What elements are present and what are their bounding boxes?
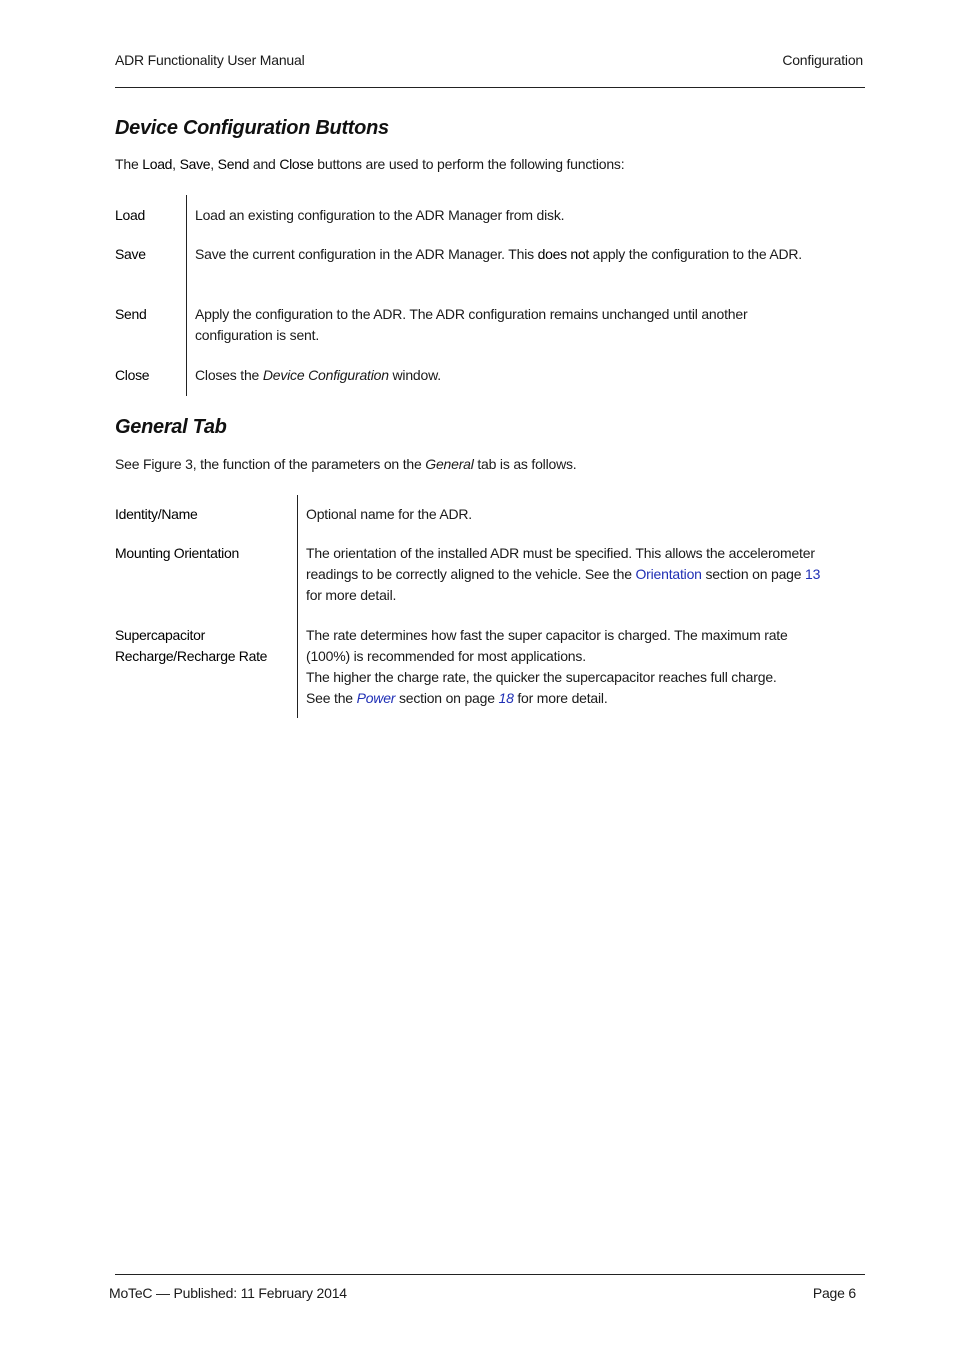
row-description: Optional name for the ADR.: [306, 506, 472, 522]
document-title: ADR Functionality User Manual: [115, 52, 305, 68]
page-18-link[interactable]: 18: [498, 690, 514, 706]
table-divider: [186, 195, 187, 396]
device-config-heading: Device Configuration Buttons: [115, 117, 389, 139]
general-tab-heading: General Tab: [115, 416, 227, 438]
emphasis-does-not: does not: [537, 246, 589, 262]
device-config-table: [115, 195, 835, 396]
window-name: Device Configuration: [262, 367, 389, 383]
row-description: Load an existing configuration to the ADR Manager from disk.: [195, 207, 565, 223]
term-send: Send: [217, 156, 250, 172]
row-term: Identity/Name: [115, 506, 198, 522]
general-tab-intro: See Figure 3, the function of the parameters on the General tab is as follows.: [115, 456, 577, 472]
table-divider: [297, 495, 298, 718]
term-close: Close: [279, 156, 314, 172]
row-term: Mounting Orientation: [115, 545, 239, 561]
row-term: Send: [115, 306, 147, 322]
row-term: Close: [115, 367, 150, 383]
page-header: [115, 50, 865, 88]
row-description: The rate determines how fast the super capacitor is charged. The maximum rate (100%) is recommended for most applications. The higher the charge rate, the quicker the supercapacitor reaches full charge. See the Power section on page 18 for more detail.: [306, 627, 788, 706]
section-name: Configuration: [782, 52, 863, 68]
general-tab-table: [115, 495, 835, 718]
term-save: Save: [179, 156, 211, 172]
page-footer: [109, 1274, 865, 1315]
row-term: Supercapacitor Recharge/Recharge Rate: [115, 627, 268, 664]
row-term: Save: [115, 246, 146, 262]
row-description: The orientation of the installed ADR must be specified. This allows the accelerometer readings to be correctly aligned to the vehicle. See the Orientation section on page 13 for more detail.: [306, 545, 821, 603]
power-link[interactable]: Power: [356, 690, 396, 706]
page-13-link[interactable]: 13: [805, 566, 821, 582]
orientation-link[interactable]: Orientation: [635, 566, 702, 582]
page-number: Page 6: [812, 1285, 856, 1301]
row-description: Closes the Device Configuration window.: [195, 367, 441, 383]
publisher-info: MoTeC — Published: 11 February 2014: [109, 1285, 347, 1301]
device-config-intro: The Load, Save, Send and Close buttons are used to perform the following functions:: [115, 156, 625, 172]
term-load: Load: [142, 156, 173, 172]
row-term: Load: [115, 207, 145, 223]
row-description: Save the current configuration in the ADR Manager. This does not apply the configuration to the ADR.: [195, 246, 803, 262]
row-description: Apply the configuration to the ADR. The ADR configuration remains unchanged until another configuration is sent.: [195, 306, 748, 343]
